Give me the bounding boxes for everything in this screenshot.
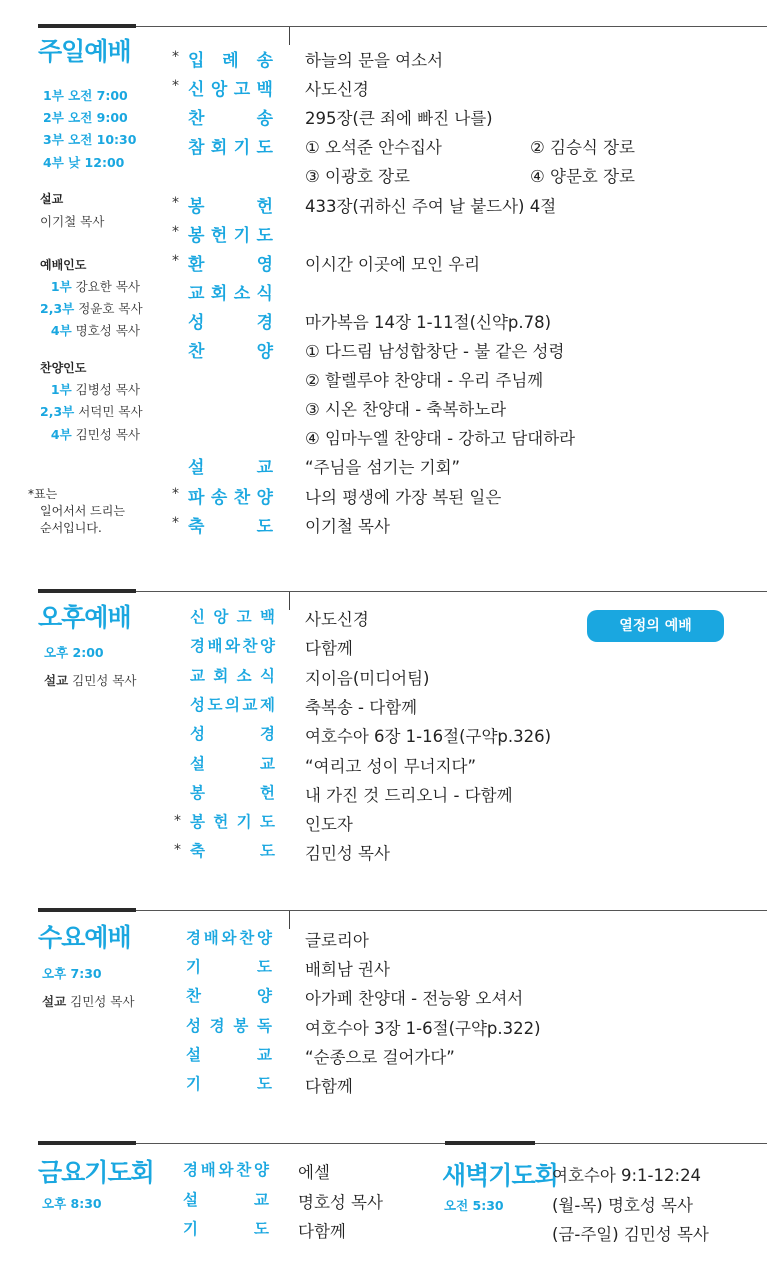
order-text: 하늘의 문을 여소서 [305,51,444,70]
wednesday-sermon: 설교 김민성 목사 [42,994,135,1009]
order-text: 글로리아 [305,931,369,950]
order-text: 295장(큰 죄에 빠진 나를) [305,109,493,129]
order-label: 찬 송 [188,109,273,130]
order-label: 설 교 [186,1045,272,1064]
order-text: “여리고 성이 무너지다” [305,756,477,776]
order-text: 인도자 [305,815,353,835]
order-label: 축 도 [190,842,275,861]
order-text: 다함께 [305,1077,353,1096]
column-tick [289,592,290,610]
section-rule [136,591,767,592]
friday-title: 금요기도회 [38,1158,154,1187]
dawn-line: 여호수아 9:1-12:24 [552,1166,702,1185]
sunday-title: 주일예배 [38,37,131,66]
leader-row: 2,3부 정윤호 목사 [40,301,143,316]
order-text: 다함께 [298,1222,346,1241]
standing-note: *표는 일어서서 드리는 순서입니다. [28,487,125,535]
order-text: 마가복음 14장 1-11절(신약p.78) [305,312,552,332]
section-divider [38,908,136,912]
column-tick [289,911,290,929]
stand-marker: * [172,78,179,95]
section-rule [136,910,767,911]
section-divider [445,1141,535,1145]
praise-leader-row: 2,3부 서덕민 목사 [40,404,143,419]
order-text: ② 할렐루야 찬양대 - 우리 주님께 [305,371,544,391]
dawn-line: (금-주일) 김민성 목사 [552,1225,709,1244]
order-label: 설 교 [188,458,273,479]
order-label: 성 경 [190,725,275,744]
order-label: 찬 양 [188,342,273,362]
order-text-secondary: ② 김승식 장로 [530,138,635,158]
order-text: 내 가진 것 드리오니 - 다함께 [305,785,513,805]
praise-label: 찬양인도 [40,361,87,375]
sermon-name: 이기철 목사 [40,214,105,229]
order-label: 기 도 [183,1220,269,1238]
section-divider [38,589,136,593]
leader-row: 1부 강요한 목사 [50,279,140,294]
sunday-time-4: 4부 낮 12:00 [43,155,125,170]
dawn-line: (월-목) 명호성 목사 [552,1196,693,1215]
section-rule [136,26,767,27]
order-text: 사도신경 [305,610,369,629]
order-label: 봉 헌 [190,783,275,802]
stand-marker: * [174,813,181,830]
order-label: 입 례 송 [188,51,273,71]
order-label: 찬 양 [186,987,272,1006]
order-label: 성 도 의 교 제 [190,695,275,714]
dawn-title: 새벽기도회 [442,1161,558,1190]
order-label: 설 교 [190,754,275,773]
dawn-time: 오전 5:30 [444,1198,504,1213]
order-label: 경 배 와 찬 양 [186,929,272,947]
lead-label: 예배인도 [40,258,87,272]
order-text: 배희남 권사 [305,960,390,980]
column-tick [289,27,290,45]
section-rule [535,1143,767,1144]
stand-marker: * [172,514,179,531]
leader-row: 4부 명호성 목사 [50,323,140,338]
order-text: ③ 시온 찬양대 - 축복하노라 [305,400,507,420]
order-label: 기 도 [186,958,272,977]
wednesday-title: 수요예배 [38,923,131,952]
praise-leader-row: 4부 김민성 목사 [50,427,140,442]
order-text: 다함께 [305,639,353,659]
order-text: 아가페 찬양대 - 전능왕 오셔서 [305,989,524,1009]
wednesday-time: 오후 7:30 [42,966,102,981]
order-label: 경 배 와 찬 양 [190,637,275,656]
sunday-time-3: 3부 오전 10:30 [43,132,137,147]
order-label: 참 회 기 도 [188,138,273,159]
order-text: 에셀 [298,1163,330,1182]
stand-marker: * [172,49,179,65]
sunday-time-1: 1부 오전 7:00 [43,88,128,103]
order-label: 성 경 봉 독 [186,1016,272,1035]
order-text: “순종으로 걸어가다” [305,1047,455,1067]
order-label: 교 회 소 식 [190,666,275,685]
stand-marker: * [172,485,179,502]
section-rule [136,1143,445,1144]
stand-marker: * [172,252,179,269]
order-text: 이기철 목사 [305,516,390,536]
order-text: 433장(귀하신 주여 날 붙드사) 4절 [305,196,557,216]
order-label: 경 배 와 찬 양 [183,1161,269,1179]
stand-marker: * [172,194,179,211]
order-text: 축복송 - 다함께 [305,697,418,717]
order-label: 신 앙 고 백 [188,80,273,101]
friday-time: 오후 8:30 [42,1196,102,1211]
order-label: 신 앙 고 백 [190,608,275,626]
order-text: 김민성 목사 [305,844,390,864]
note-star: * [28,487,34,501]
order-text: 여호수아 6장 1-16절(구약p.326) [305,727,552,747]
order-label: 교 회 소 식 [188,283,273,304]
order-text-secondary: ④ 양문호 장로 [530,167,635,187]
order-label: 기 도 [186,1075,272,1093]
order-text: 명호성 목사 [298,1192,383,1212]
section-divider [38,24,136,28]
order-text: 여호수아 3장 1-6절(구약p.322) [305,1018,541,1038]
section-divider [38,1141,136,1145]
order-text: 이시간 이곳에 모인 우리 [305,254,481,274]
order-text: 지이음(미디어팀) [305,668,430,688]
order-text: “주님을 섬기는 기회” [305,458,461,478]
order-label: 봉 헌 기 도 [188,225,273,246]
order-text: 사도신경 [305,80,369,100]
order-text: ① 오석준 안수집사 [305,138,442,158]
stand-marker: * [172,223,179,240]
order-text: 나의 평생에 가장 복된 일은 [305,487,502,507]
afternoon-title: 오후예배 [38,603,131,632]
afternoon-sermon: 설교 김민성 목사 [44,673,137,688]
order-label: 파 송 찬 양 [188,487,273,508]
stand-marker: * [174,842,181,859]
praise-leader-row: 1부 김병성 목사 [50,382,140,397]
order-label: 봉 헌 [188,196,273,217]
order-label: 환 영 [188,254,273,275]
order-label: 축 도 [188,516,273,537]
order-text: ③ 이광호 장로 [305,167,410,187]
afternoon-time: 오후 2:00 [44,645,104,660]
order-text: ① 다드림 남성합창단 - 불 같은 성령 [305,342,565,361]
order-label: 성 경 [188,312,273,333]
passion-worship-badge: 열정의 예배 [587,610,724,642]
order-label: 봉 헌 기 도 [190,813,275,832]
sermon-label: 설교 [40,192,64,206]
order-label: 설 교 [183,1190,269,1209]
sunday-time-2: 2부 오전 9:00 [43,110,128,125]
order-text: ④ 임마누엘 찬양대 - 강하고 담대하라 [305,429,576,449]
